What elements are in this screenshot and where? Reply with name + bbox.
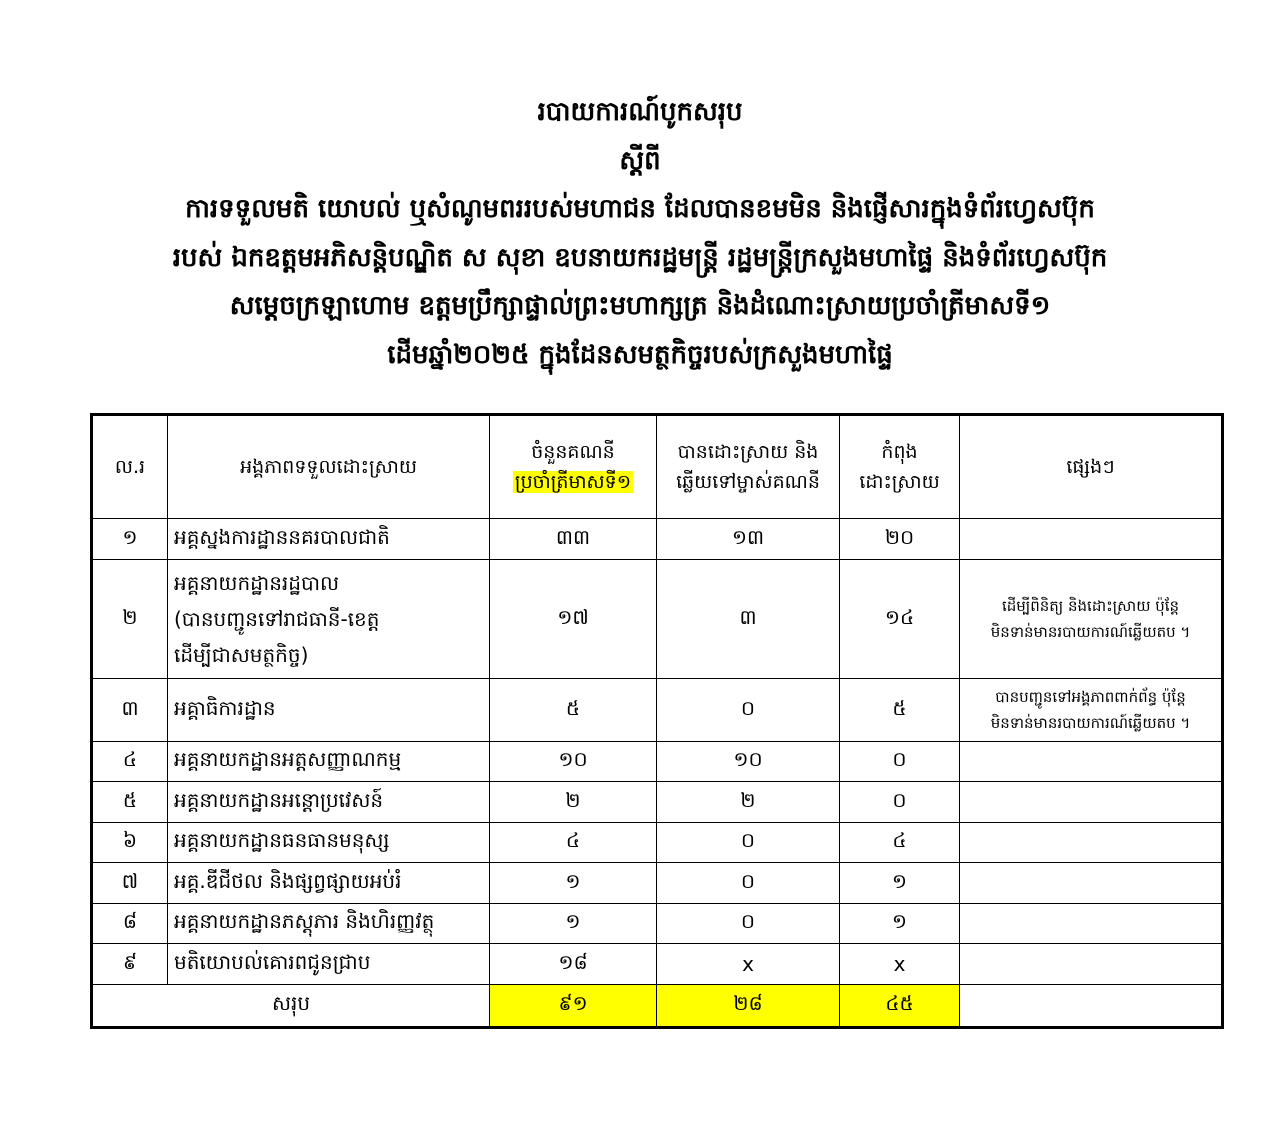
cell-pending: ១៤ xyxy=(840,559,960,678)
cell-count: ១ xyxy=(490,903,657,944)
agency-line-1: អគ្គនាយកដ្ឋានរដ្ឋបាល xyxy=(174,570,340,595)
total-row xyxy=(92,984,1223,1027)
cell-no: ៦ xyxy=(92,822,168,863)
cell-no: ៥ xyxy=(92,782,168,823)
cell-resolved: ៣ xyxy=(657,559,840,678)
total-note xyxy=(960,984,1223,1027)
title-line-1: របាយការណ៍បូកសរុប xyxy=(537,97,743,127)
cell-resolved: ០ xyxy=(657,822,840,863)
total-count: ៩១ xyxy=(490,984,657,1027)
cell-note xyxy=(960,863,1223,904)
title-line-5: សម្តេចក្រឡាហោម ឧត្តមប្រឹក្សាផ្ទាល់ព្រះមហាក្សត្រ និងដំណោះស្រាយប្រចាំត្រីមាសទី១ xyxy=(229,291,1051,321)
cell-resolved: x xyxy=(657,944,840,985)
cell-agency xyxy=(168,559,490,678)
cell-resolved: ១០ xyxy=(657,741,840,782)
cell-agency: អគ្គ.ឌីជីថល និងផ្សព្វផ្សាយអប់រំ xyxy=(168,863,490,904)
cell-pending: ១ xyxy=(840,903,960,944)
cell-pending: ១ xyxy=(840,863,960,904)
header-pending-line2: ដោះស្រាយ xyxy=(859,471,940,493)
title-line-3: ការទទួលមតិ យោបល់ ឬសំណូមពររបស់មហាជន ដែលបានខមមិន និងផ្ញើសារក្នុងទំព័រហ្វេសប៊ុក xyxy=(185,194,1095,224)
table-row xyxy=(92,863,1223,904)
note-line-2: មិនទាន់មានរបាយការណ៍ឆ្លើយតប ។ xyxy=(990,622,1191,641)
table-row xyxy=(92,559,1223,678)
cell-count: ២ xyxy=(490,782,657,823)
table-row xyxy=(92,903,1223,944)
cell-no: ៩ xyxy=(92,944,168,985)
cell-no: ៣ xyxy=(92,678,168,741)
cell-count: ១៧ xyxy=(490,559,657,678)
table-row xyxy=(92,519,1223,560)
title-line-6: ដើមឆ្នាំ២០២៥ ក្នុងដែនសមត្ថកិច្ចរបស់ក្រសួងមហាផ្ទៃ xyxy=(387,339,893,370)
cell-pending: ០ xyxy=(840,741,960,782)
cell-note xyxy=(960,678,1223,741)
cell-count: ១៨ xyxy=(490,944,657,985)
cell-pending: x xyxy=(840,944,960,985)
header-count-line1: ចំនួនគណនី xyxy=(531,441,615,463)
table-row xyxy=(92,741,1223,782)
summary-table xyxy=(90,413,1224,1029)
cell-no: ៨ xyxy=(92,903,168,944)
table-header-row xyxy=(92,415,1223,519)
cell-count: ៤ xyxy=(490,822,657,863)
cell-resolved: ១៣ xyxy=(657,519,840,560)
cell-no: ២ xyxy=(92,559,168,678)
table-row xyxy=(92,944,1223,985)
total-resolved: ២៨ xyxy=(657,984,840,1027)
cell-count: ៥ xyxy=(490,678,657,741)
cell-resolved: ២ xyxy=(657,782,840,823)
cell-note xyxy=(960,944,1223,985)
cell-no: ៧ xyxy=(92,863,168,904)
header-pending-line1: កំពុង xyxy=(881,441,918,463)
header-other: ផ្សេងៗ xyxy=(960,415,1223,519)
cell-resolved: ០ xyxy=(657,863,840,904)
cell-count: ១ xyxy=(490,863,657,904)
cell-resolved: ០ xyxy=(657,903,840,944)
agency-line-3: ដើម្បីជាសមត្ថកិច្ច) xyxy=(174,642,309,667)
cell-agency: អគ្គនាយកដ្ឋានធនធានមនុស្ស xyxy=(168,822,490,863)
cell-note xyxy=(960,782,1223,823)
total-label: សរុប xyxy=(92,984,490,1027)
cell-agency: អគ្គនាយកដ្ឋានភស្តុភារ និងហិរញ្ញវត្ថុ xyxy=(168,903,490,944)
total-pending: ៤៥ xyxy=(840,984,960,1027)
cell-note xyxy=(960,519,1223,560)
cell-pending: ៤ xyxy=(840,822,960,863)
cell-agency: អគ្គនាយកដ្ឋានអត្តសញ្ញាណកម្ម xyxy=(168,741,490,782)
cell-pending: ៥ xyxy=(840,678,960,741)
cell-no: ៤ xyxy=(92,741,168,782)
cell-no: ១ xyxy=(92,519,168,560)
table-row xyxy=(92,822,1223,863)
header-resolved xyxy=(657,415,840,519)
table-row xyxy=(92,782,1223,823)
report-title xyxy=(40,88,1240,379)
header-agency: អង្គភាពទទួលដោះស្រាយ xyxy=(168,415,490,519)
note-line-1: បានបញ្ជូនទៅអង្គភាពពាក់ព័ន្ធ ប៉ុន្តែ xyxy=(995,687,1186,706)
note-line-1: ដើម្បីពិនិត្យ និងដោះស្រាយ ប៉ុន្តែ xyxy=(1001,596,1180,615)
table-row xyxy=(92,678,1223,741)
header-count xyxy=(490,415,657,519)
title-line-2: ស្តីពី xyxy=(619,145,661,176)
cell-note xyxy=(960,903,1223,944)
note-line-2: មិនទាន់មានរបាយការណ៍ឆ្លើយតប ។ xyxy=(990,713,1191,732)
cell-count: ៣៣ xyxy=(490,519,657,560)
cell-pending: ០ xyxy=(840,782,960,823)
cell-note xyxy=(960,559,1223,678)
cell-resolved: ០ xyxy=(657,678,840,741)
title-line-4: របស់ ឯកឧត្តមអភិសន្តិបណ្ឌិត ស សុខា ឧបនាយករដ្ឋមន្ត្រី រដ្ឋមន្ត្រីក្រសួងមហាផ្ទៃ និងទំព័រហ្វេសប៊ុក xyxy=(172,242,1108,273)
header-count-line2: ប្រចាំត្រីមាសទី១ xyxy=(514,471,632,493)
cell-agency: អគ្គស្នងការដ្ឋាននគរបាលជាតិ xyxy=(168,519,490,560)
cell-agency: មតិយោបល់គោរពជូនជ្រាប xyxy=(168,944,490,985)
cell-agency: អគ្គាធិការដ្ឋាន xyxy=(168,678,490,741)
cell-count: ១០ xyxy=(490,741,657,782)
agency-line-2: (បានបញ្ជូនទៅរាជធានី-ខេត្ត xyxy=(174,606,380,631)
header-resolved-line1: បានដោះស្រាយ និង xyxy=(677,441,819,463)
cell-note xyxy=(960,741,1223,782)
cell-agency: អគ្គនាយកដ្ឋានអន្តោប្រវេសន៍ xyxy=(168,782,490,823)
cell-pending: ២០ xyxy=(840,519,960,560)
header-pending xyxy=(840,415,960,519)
header-no: ល.រ xyxy=(92,415,168,519)
header-resolved-line2: ឆ្លើយទៅម្ចាស់គណនី xyxy=(676,471,820,493)
cell-note xyxy=(960,822,1223,863)
